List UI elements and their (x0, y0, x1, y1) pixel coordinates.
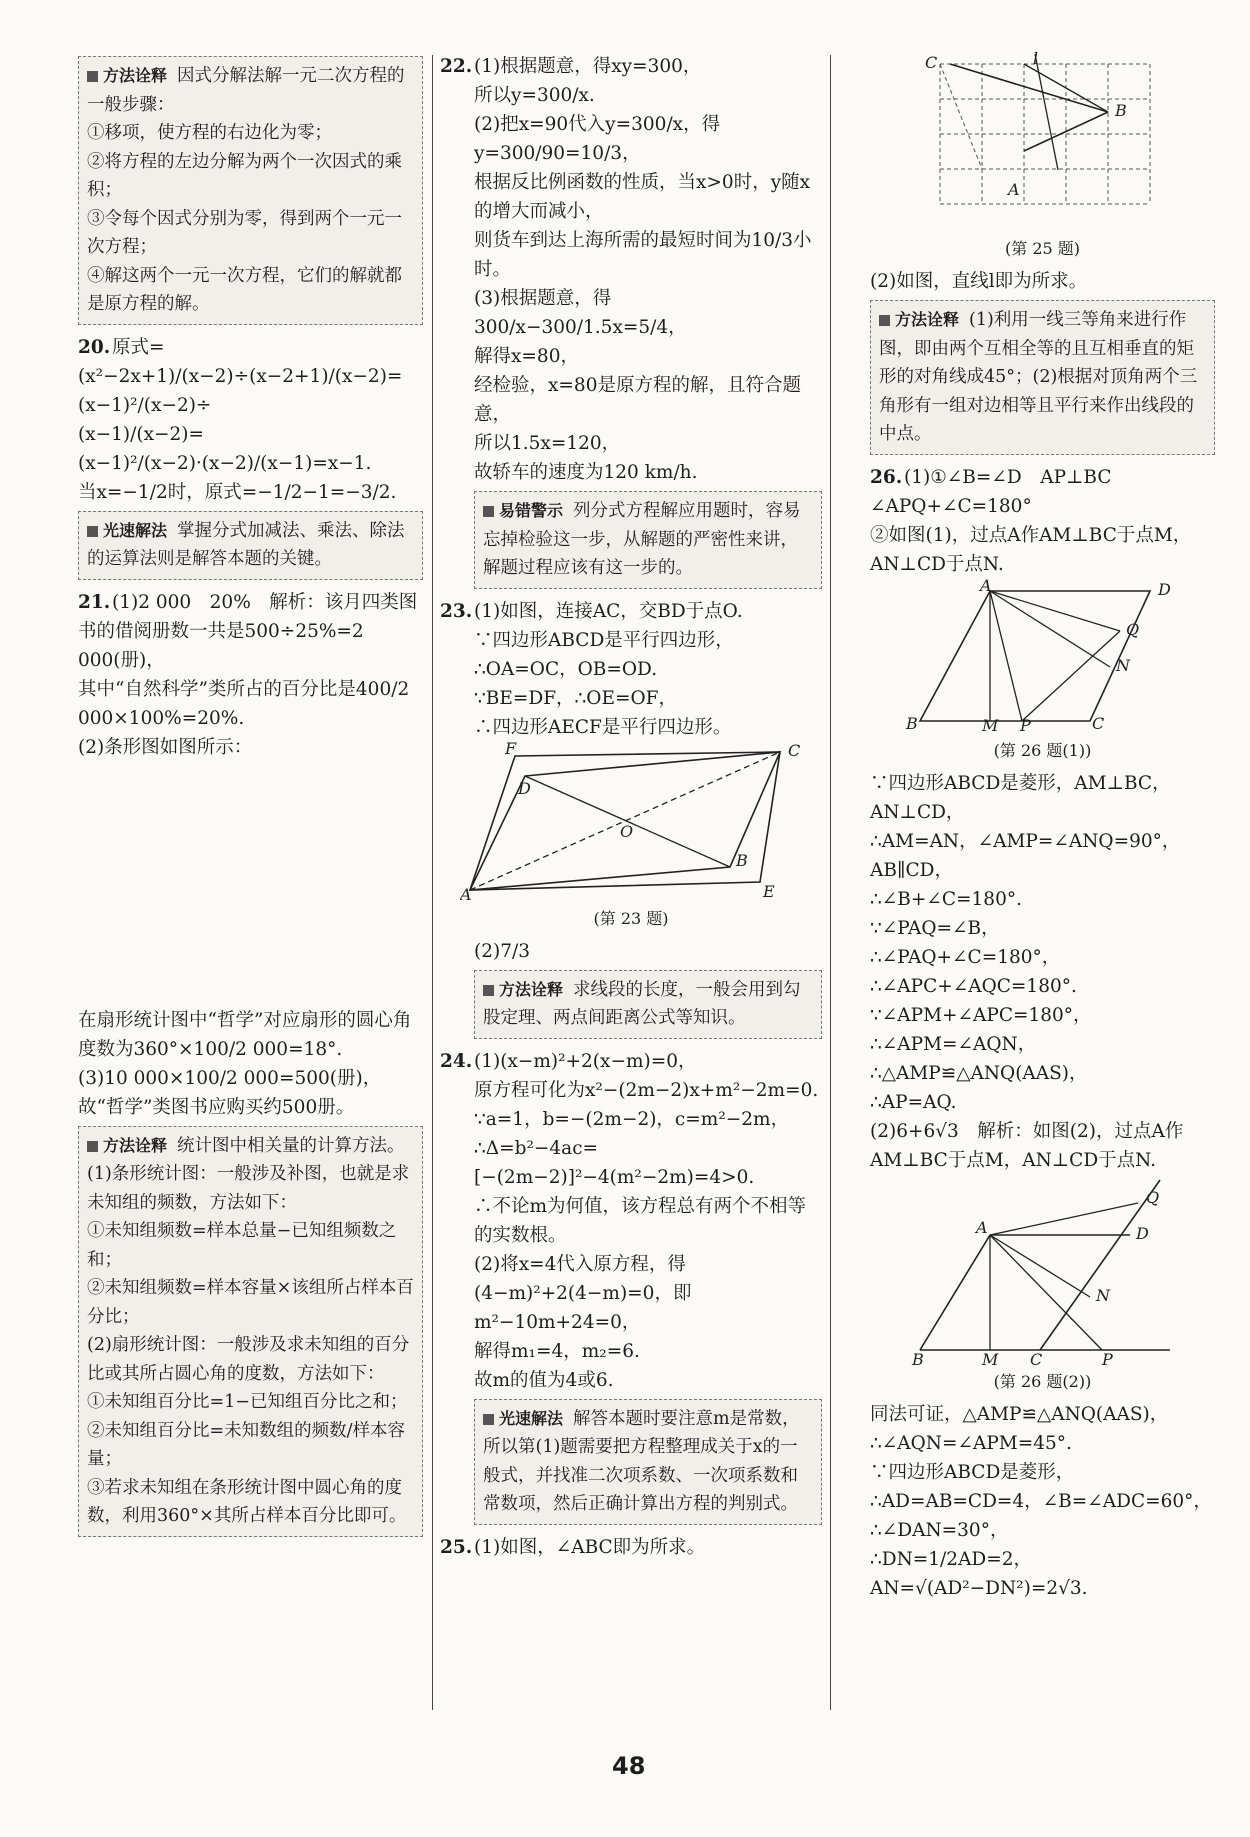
q26-line: ②如图(1)，过点A作AM⊥BC于点M，AN⊥CD于点N. (870, 524, 1192, 575)
figure-caption-26-1: (第 26 题(1)) (993, 740, 1092, 760)
q26-line: ∴∠APC+∠AQC=180°. (870, 975, 1077, 997)
q23-answer-2: (2)7/3 (474, 940, 530, 962)
method-box-2: 方法诠释 统计图中相关量的计算方法。 (1)条形统计图：一般涉及补图，也就是求未知组的频数，方法如下： ①未知组频数=样本总量−已知组频数之和； ②未知组频数=样本容量×该组所占样本百分比； (2)扇形统计图：一般涉及求未知组的百分比或其所占圆心角的度数，方法如下： ①未知组百分比=1−已知组百分比之和； ②未知组百分比=未知数组的频数/样本容量； ③若求未知组在条形统计图中圆心角的度数，利用360°×其所占样本百分比即可。 (78, 1126, 423, 1537)
warning-box: 易错警示 列分式方程解应用题时，容易忘掉检验这一步，从解题的严密性来讲，解题过程应该有这一步的。 (474, 491, 822, 589)
box-line: ①移项，使方程的右边化为零； (87, 123, 332, 143)
q20-line: (x−1)/(x−2)=(x−1)²/(x−2)·(x−2)/(x−1)=x−1. (78, 423, 372, 474)
method-box-4: 方法诠释 (1)利用一线三等角来进行作图，即由两个互相全等的且互相垂直的矩形的对角线成45°；(2)根据对顶角两个三角形有一组对边相等且平行来作出线段的中点。 (870, 300, 1215, 455)
svg-text:P: P (1020, 715, 1031, 734)
q23-line: ∵四边形ABCD是平行四边形， (474, 629, 734, 651)
q26-line: ∴△AMP≌△ANQ(AAS)， (870, 1062, 1088, 1084)
bar-chart (78, 762, 423, 1002)
q22-line: 故轿车的速度为120 km/h. (474, 462, 698, 483)
q26-line: ∴∠B+∠C=180°. (870, 888, 1022, 910)
box-line: ④解这两个一元一次方程，它们的解就都是原方程的解。 (87, 265, 402, 314)
question-22: 22.(1)根据题意，得xy=300， (440, 56, 702, 77)
q22-line: 所以y=300/x. (474, 85, 595, 106)
q24-line: 解得m₁=4，m₂=6. (474, 1340, 640, 1362)
figure-caption-26-2: (第 26 题(2)) (993, 1371, 1092, 1391)
svg-text:N: N (1116, 655, 1130, 675)
svg-text:A: A (980, 578, 992, 595)
column-middle (440, 52, 822, 1562)
q26-line: 同法可证，△AMP≌△ANQ(AAS)， (870, 1403, 1169, 1425)
q21-line: 在扇形统计图中“哲学”对应扇形的圆心角度数为360°×100/2 000=18°. (78, 1009, 412, 1060)
q26-line: ∴∠APM=∠AQN， (870, 1033, 1037, 1055)
svg-text:Q: Q (1146, 1187, 1160, 1207)
svg-text:O: O (620, 821, 634, 841)
figure-23-parallelogram (460, 742, 842, 902)
q22-line: 所以1.5x=120， (474, 433, 621, 454)
q26-line: ∵四边形ABCD是菱形， (870, 1461, 1075, 1483)
box-line: ①未知组百分比=1−已知组百分比之和； (87, 1392, 408, 1412)
svg-text:C: C (1092, 713, 1105, 733)
box-line: ②未知组频数=样本容量×该组所占样本百分比； (87, 1278, 414, 1327)
box-line: ②将方程的左边分解为两个一次因式的乘积； (87, 151, 402, 200)
method-box-1 (78, 56, 423, 325)
q26-line: (2)6+6√3 解析：如图(2)，过点A作AM⊥BC于点M，AN⊥CD于点N. (870, 1120, 1184, 1171)
q26-line: ∴∠PAQ+∠C=180°， (870, 946, 1061, 968)
figure-26-rhombus-2 (870, 1175, 1215, 1365)
svg-text:A: A (460, 884, 472, 902)
svg-text:B: B (736, 850, 748, 870)
q22-line: (3)根据题意，得300/x−300/1.5x=5/4， (474, 288, 687, 338)
box-line: ②未知组百分比=未知数组的频数/样本容量； (87, 1420, 406, 1469)
svg-text:A: A (976, 1217, 988, 1237)
question-20: 20.原式=(x²−2x+1)/(x−2)÷(x−2+1)/(x−2)=(x−1)²/(x−2)÷ (78, 336, 403, 416)
warning-tag: 易错警示 (483, 497, 563, 526)
q26-line: ∵四边形ABCD是菱形，AM⊥BC，AN⊥CD， (870, 772, 1171, 823)
q26-line: ∴AD=AB=CD=4，∠B=∠ADC=60°， (870, 1490, 1212, 1512)
box-line: ③令每个因式分别为零，得到两个一元一次方程； (87, 208, 402, 257)
svg-text:E: E (763, 881, 775, 901)
fast-tag: 光速解法 (87, 517, 167, 546)
svg-text:B: B (906, 713, 918, 733)
svg-text:M: M (982, 1349, 999, 1365)
svg-text:Q: Q (1126, 619, 1140, 639)
q20-line: 当x=−1/2时，原式=−1/2−1=−3/2. (78, 481, 397, 503)
svg-text:F: F (505, 741, 517, 758)
q26-line: ∴∠AQN=∠APM=45°. (870, 1432, 1072, 1454)
question-23: 23.(1)如图，连接AC，交BD于点O. (440, 600, 743, 622)
box-line: ①未知组频数=样本总量−已知组频数之和； (87, 1221, 397, 1270)
question-21: 21.(1)2 000 20% 解析：该月四类图书的借阅册数一共是500÷25%=2 000(册)， (78, 591, 418, 671)
q23-line: ∵BE=DF，∴OE=OF， (474, 687, 677, 709)
svg-text:D: D (1136, 1223, 1149, 1243)
svg-text:l: l (1033, 52, 1039, 68)
fast-box-1: 光速解法 掌握分式加减法、乘法、除法的运算法则是解答本题的关键。 (78, 511, 423, 580)
box-line: 因式分解法解一元二次方程的一般步骤： (87, 66, 405, 115)
method-tag: 方法诠释 (879, 306, 959, 335)
method-tag: 方法诠释 (87, 62, 167, 91)
column-divider-1 (432, 55, 433, 1710)
q22-line: 则货车到达上海所需的最短时间为10/3小时。 (474, 230, 812, 280)
q26-line: ∵∠PAQ=∠B， (870, 917, 1000, 939)
page-number: 48 (612, 1752, 646, 1780)
q26-line: ∴∠DAN=30°， (870, 1519, 1009, 1541)
svg-text:P: P (1102, 1349, 1113, 1365)
question-24: 24.(1)(x−m)²+2(x−m)=0， (440, 1050, 697, 1072)
q24-line: ∴不论m为何值，该方程总有两个不相等的实数根。 (474, 1195, 807, 1246)
q21-line: 故“哲学”类图书应购买约500册。 (78, 1096, 355, 1118)
svg-text:D: D (1158, 579, 1171, 599)
svg-text:A: A (1008, 180, 1020, 199)
q23-line: ∴四边形AECF是平行四边形。 (474, 716, 732, 738)
figure-caption-23: (第 23 题) (593, 908, 669, 928)
q22-line: 根据反比例函数的性质，当x>0时，y随x的增大而减小， (474, 172, 811, 222)
q21-line: (3)10 000×100/2 000=500(册)， (78, 1067, 382, 1089)
method-tag: 方法诠释 (483, 976, 563, 1005)
box-line: ③若求未知组在条形统计图中圆心角的度数，利用360°×其所占样本百分比即可。 (87, 1477, 407, 1526)
q23-line: ∴OA=OC，OB=OD. (474, 658, 658, 680)
q24-line: ∵a=1，b=−(2m−2)，c=m²−2m， (474, 1108, 790, 1130)
figure-26-rhombus-1 (870, 579, 1215, 734)
question-26: 26.(1)①∠B=∠D AP⊥BC ∠APQ+∠C=180° (870, 466, 1131, 517)
q21-line: (2)条形图如图所示： (78, 736, 253, 758)
q22-line: (2)把x=90代入y=300/x，得y=300/90=10/3， (474, 114, 721, 164)
q24-line: 故m的值为4或6. (474, 1369, 614, 1391)
svg-text:N: N (1096, 1285, 1110, 1305)
q24-line: ∴Δ=b²−4ac=[−(2m−2)]²−4(m²−2m)=4>0. (474, 1137, 755, 1188)
column-right (870, 52, 1215, 1603)
svg-text:C: C (788, 741, 801, 760)
q22-line: 解得x=80， (474, 346, 579, 367)
figure-caption-25: (第 25 题) (1004, 239, 1081, 258)
question-25: 25.(1)如图，∠ABC即为所求。 (440, 1536, 706, 1558)
figure-25-grid (870, 52, 1215, 232)
q24-line: 原方程可化为x²−(2m−2)x+m²−2m=0. (474, 1079, 819, 1101)
q26-line: ∴DN=1/2AD=2，AN=√(AD²−DN²)=2√3. (870, 1548, 1088, 1599)
q26-line: ∴AM=AN，∠AMP=∠ANQ=90°，AB∥CD， (870, 830, 1181, 881)
svg-text:C: C (1030, 1349, 1043, 1365)
q21-line: 其中“自然科学”类所占的百分比是400/2 000×100%=20%. (78, 678, 410, 729)
fast-box-2: 光速解法 解答本题时要注意m是常数，所以第(1)题需要把方程整理成关于x的一般式，并找准二次项系数、一次项系数和常数项，然后正确计算出方程的判别式。 (474, 1399, 822, 1525)
q26-line: ∴AP=AQ. (870, 1091, 957, 1113)
q25-part2: (2)如图，直线l即为所求。 (870, 271, 1088, 292)
box-line: (2)扇形统计图：一般涉及求未知组的百分比或其所占圆心角的度数，方法如下： (87, 1335, 410, 1384)
q22-line: 经检验，x=80是原方程的解，且符合题意， (474, 375, 801, 425)
method-tag: 方法诠释 (87, 1132, 167, 1161)
q24-line: (2)将x=4代入原方程，得(4−m)²+2(4−m)=0，即m²−10m+24=0， (474, 1253, 692, 1333)
column-left (78, 52, 423, 1545)
svg-text:B: B (912, 1349, 924, 1365)
method-box-3: 方法诠释 求线段的长度，一般会用到勾股定理、两点间距离公式等知识。 (474, 970, 822, 1039)
box-line: (1)条形统计图：一般涉及补图，也就是求未知组的频数，方法如下： (87, 1164, 410, 1213)
svg-text:B: B (1115, 101, 1127, 120)
svg-text:D: D (518, 778, 531, 798)
svg-text:C: C (925, 53, 938, 72)
q26-line: ∵∠APM+∠APC=180°， (870, 1004, 1092, 1026)
svg-text:M: M (982, 715, 999, 734)
fast-tag: 光速解法 (483, 1405, 563, 1434)
